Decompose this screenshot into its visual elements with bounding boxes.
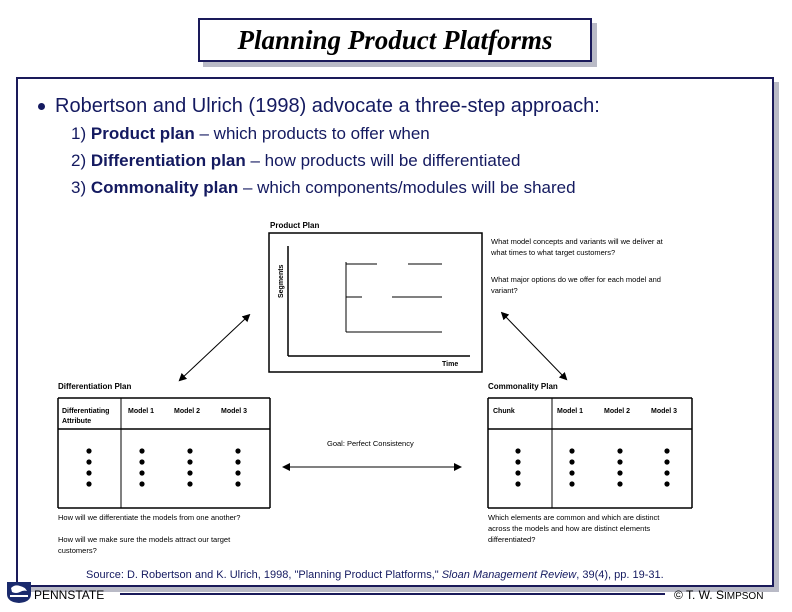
diff-header-attribute-sub: Attribute	[62, 418, 92, 425]
copyright-symbol: © T. W. S	[674, 588, 724, 602]
differentiation-question-1: How will we differentiate the models from one another?	[58, 513, 241, 522]
product-plan-frame	[269, 233, 482, 372]
step-2-number: 2)	[71, 151, 87, 170]
product-plan-question-2a: What major options do we offer for each model and	[491, 275, 661, 284]
commonality-question-b: across the models and how are distinct elements	[488, 524, 651, 533]
common-header-chunk: Chunk	[493, 408, 515, 415]
slide-title: Planning Product Platforms	[237, 24, 553, 55]
pennstate-wordmark: PENNSTATE	[34, 588, 105, 602]
diff-header-model-1: Model 1	[128, 408, 155, 415]
pennstate-logo	[6, 580, 32, 604]
goal-label: Goal: Perfect Consistency	[327, 439, 414, 448]
nittany-lion-shield-icon	[6, 580, 32, 604]
arrow-product-to-differentiation	[180, 318, 246, 380]
commonality-question-a: Which elements are common and which are distinct	[488, 513, 660, 522]
step-1-number: 1)	[71, 124, 87, 143]
commonality-dots	[515, 448, 669, 486]
product-plan-title: Product Plan	[270, 221, 320, 230]
diff-header-model-2: Model 2	[174, 408, 201, 415]
copyright-name-rest: IMPSON	[723, 591, 764, 602]
commonality-plan-title: Commonality Plan	[488, 382, 558, 391]
diff-header-attribute: Differentiating	[62, 408, 110, 415]
diff-header-model-3: Model 3	[221, 408, 248, 415]
product-plan-question-1a: What model concepts and variants will we deliver at	[491, 237, 663, 246]
arrow-product-to-commonality	[505, 316, 566, 379]
differentiation-plan-title: Differentiation Plan	[58, 382, 132, 391]
differentiation-question-2b: customers?	[58, 546, 97, 555]
step-1-description: – which products to offer when	[194, 124, 430, 143]
product-plan-x-label: Time	[442, 361, 459, 368]
copyright-text	[674, 588, 763, 602]
commonality-question-c: differentiated?	[488, 535, 536, 544]
step-2-name: Differentiation plan	[90, 151, 246, 170]
common-header-model-2: Model 2	[604, 408, 631, 415]
common-header-model-3: Model 3	[651, 408, 678, 415]
footer-divider	[120, 593, 665, 595]
source-journal: Sloan Management Review	[441, 569, 577, 581]
step-3-description: – which components/modules will be shared	[238, 178, 576, 197]
source-citation	[86, 569, 664, 581]
product-plan-y-label: Segments	[278, 264, 285, 298]
product-plan-segments	[346, 262, 442, 332]
step-1-name: Product plan	[90, 124, 195, 143]
product-plan-question-1b: what times to what target customers?	[491, 248, 616, 257]
step-3-number: 3)	[71, 178, 87, 197]
source-prefix: Source: D. Robertson and K. Ulrich, 1998, "Planning Product Platforms,"	[86, 569, 442, 581]
differentiation-dots	[86, 448, 240, 486]
step-2-description: – how products will be differentiated	[245, 151, 521, 170]
product-plan-question-2b: variant?	[491, 286, 518, 295]
source-suffix: , 39(4), pp. 19-31.	[576, 569, 664, 581]
main-bullet-text: Robertson and Ulrich (1998) advocate a three-step approach:	[55, 95, 600, 117]
differentiation-question-2a: How will we make sure the models attract our target	[58, 535, 231, 544]
step-3-name: Commonality plan	[90, 178, 239, 197]
common-header-model-1: Model 1	[557, 408, 584, 415]
